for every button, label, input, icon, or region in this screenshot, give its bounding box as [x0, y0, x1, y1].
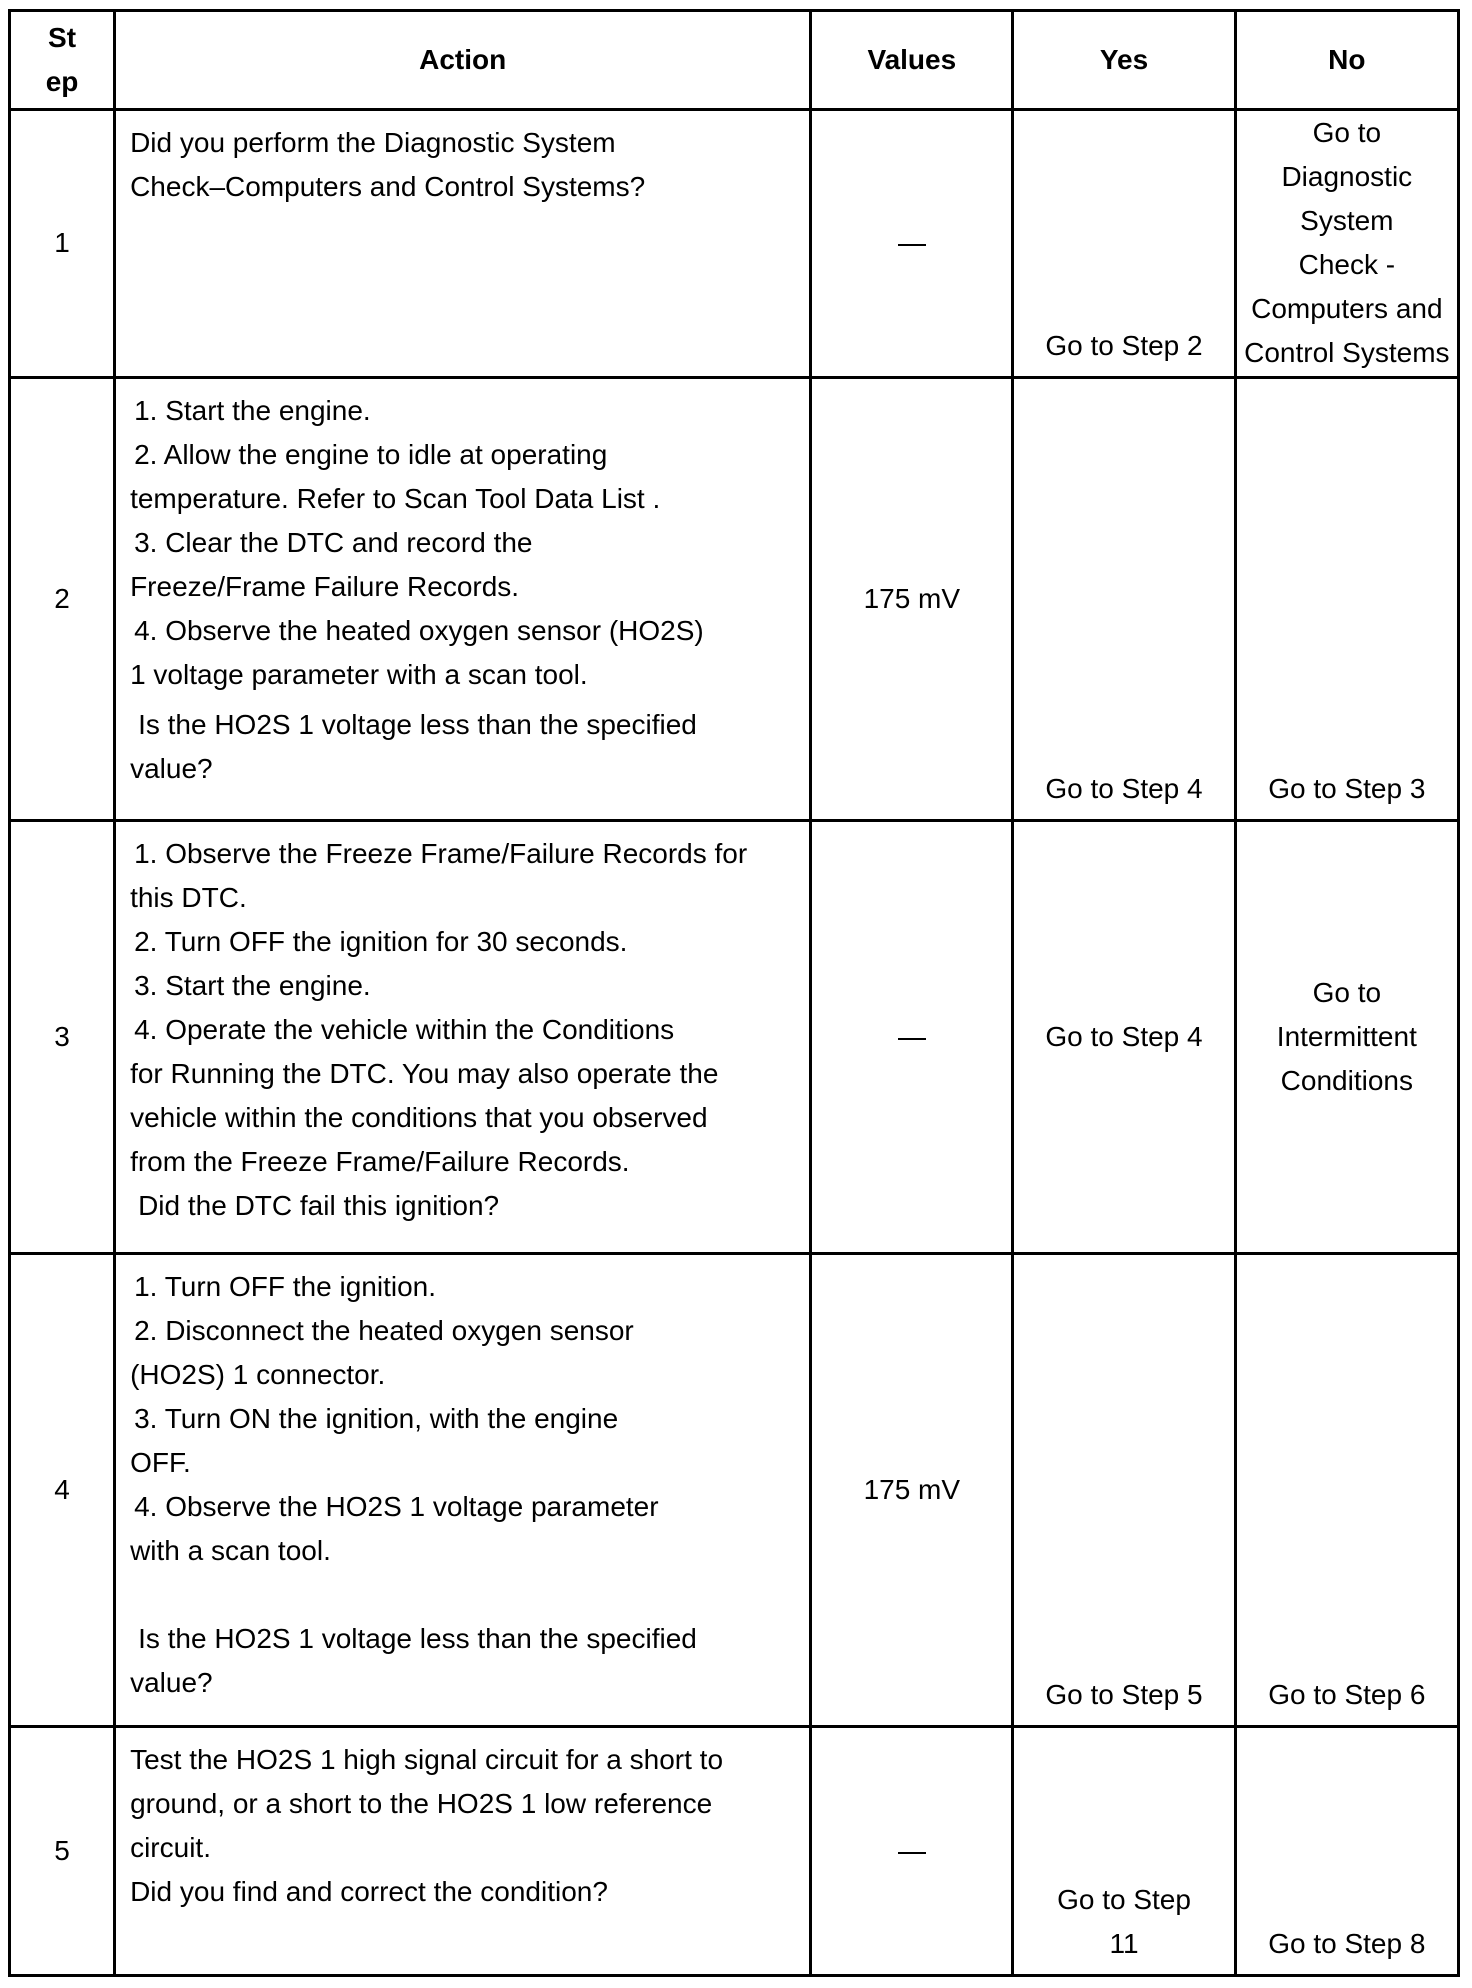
no-line: Diagnostic — [1281, 161, 1413, 193]
header-step-line1: St — [48, 22, 77, 53]
action-line: (HO2S) 1 connector. — [130, 1359, 386, 1391]
no-cell — [1235, 820, 1458, 1253]
action-question: Is the HO2S 1 voltage less than the specified — [138, 708, 697, 740]
table-row-step-4 — [10, 1254, 1459, 1727]
action-cell — [115, 1727, 811, 1976]
table-row-step-3 — [10, 820, 1459, 1253]
action-line: 2. Disconnect the heated oxygen sensor — [134, 1315, 634, 1347]
table-row-step-1 — [10, 110, 1459, 378]
table-header-row — [10, 11, 1459, 110]
no-cell — [1235, 110, 1458, 378]
no-line: Go to — [1312, 117, 1382, 149]
action-question: Did the DTC fail this ignition? — [138, 1189, 500, 1221]
action-line: from the Freeze Frame/Failure Records. — [130, 1145, 630, 1177]
action-cell — [115, 1254, 811, 1727]
action-line: 2. Turn OFF the ignition for 30 seconds. — [134, 925, 628, 957]
action-line: ground, or a short to the HO2S 1 low reference — [130, 1788, 713, 1820]
step-number: 4 — [10, 1254, 115, 1727]
no-line: Control Systems — [1244, 337, 1450, 369]
action-spacer — [130, 1573, 795, 1617]
value-dash — [898, 1038, 926, 1040]
action-line: for Running the DTC. You may also operate the — [130, 1057, 719, 1089]
action-line: 1. Turn OFF the ignition. — [134, 1271, 436, 1303]
no-cell — [1235, 1254, 1458, 1727]
action-question: value? — [130, 752, 213, 784]
no-cell — [1235, 1727, 1458, 1976]
no-line: Go to — [1312, 976, 1382, 1008]
no-cell — [1235, 377, 1458, 820]
action-question: Did you find and correct the condition? — [130, 1876, 608, 1908]
step-number: 1 — [10, 110, 115, 378]
action-line: temperature. Refer to Scan Tool Data List . — [130, 482, 661, 514]
no-line: Computers and — [1251, 293, 1443, 325]
action-line: Test the HO2S 1 high signal circuit for a short to — [130, 1744, 724, 1776]
action-line: with a scan tool. — [130, 1535, 331, 1567]
no-line: Check - — [1298, 249, 1396, 281]
action-question: value? — [130, 1667, 213, 1699]
action-line: Freeze/Frame Failure Records. — [130, 570, 520, 602]
no-line: System — [1300, 205, 1394, 237]
yes-link: Go to Step 5 — [1045, 1679, 1203, 1711]
action-line: Did you perform the Diagnostic System — [130, 127, 616, 158]
action-line: 1. Start the engine. — [134, 394, 371, 426]
no-line: Intermittent — [1276, 1020, 1417, 1052]
action-line: 3. Turn ON the ignition, with the engine — [134, 1403, 619, 1435]
no-link: Go to Step 6 — [1268, 1679, 1426, 1711]
value-cell — [811, 1727, 1013, 1976]
action-cell — [115, 377, 811, 820]
yes-line: Go to Step — [1057, 1884, 1191, 1915]
action-line: 4. Observe the HO2S 1 voltage parameter — [134, 1491, 659, 1523]
header-values: Values — [811, 11, 1013, 110]
no-link: Go to Step 8 — [1268, 1928, 1426, 1959]
header-yes: Yes — [1013, 11, 1235, 110]
action-line: 4. Operate the vehicle within the Conditions — [134, 1013, 675, 1045]
yes-cell: Go to Step 4 — [1013, 820, 1235, 1253]
action-line: Check–Computers and Control Systems? — [130, 171, 646, 202]
value-cell: 175 mV — [811, 377, 1013, 820]
yes-cell — [1013, 377, 1235, 820]
action-line: 1 voltage parameter with a scan tool. — [130, 658, 588, 690]
no-line: Conditions — [1280, 1064, 1413, 1096]
yes-link — [1014, 1878, 1233, 1966]
yes-line: 11 — [1109, 1928, 1139, 1959]
value-dash — [898, 244, 926, 246]
action-line: 4. Observe the heated oxygen sensor (HO2S) — [134, 614, 704, 646]
action-line: 3. Clear the DTC and record the — [134, 526, 533, 558]
action-line: 2. Allow the engine to idle at operating — [134, 438, 608, 470]
action-line: OFF. — [130, 1447, 191, 1479]
yes-cell — [1013, 1727, 1235, 1976]
diagnostic-table — [8, 9, 1460, 1977]
action-line: 1. Observe the Freeze Frame/Failure Records for — [134, 837, 748, 869]
header-step — [10, 11, 115, 110]
step-number: 3 — [10, 820, 115, 1253]
action-cell — [115, 820, 811, 1253]
action-line: circuit. — [130, 1832, 211, 1864]
no-link: Go to Step 3 — [1268, 772, 1426, 804]
value-cell — [811, 820, 1013, 1253]
table-row-step-5 — [10, 1727, 1459, 1976]
step-number: 2 — [10, 377, 115, 820]
action-line: 3. Start the engine. — [134, 969, 371, 1001]
yes-cell — [1013, 110, 1235, 378]
header-step-line2: ep — [45, 66, 79, 97]
yes-link: Go to Step 2 — [1045, 329, 1203, 361]
table-row-step-2 — [10, 377, 1459, 820]
value-cell: 175 mV — [811, 1254, 1013, 1727]
header-no: No — [1235, 11, 1458, 110]
step-number: 5 — [10, 1727, 115, 1976]
action-line: this DTC. — [130, 881, 247, 913]
action-line: vehicle within the conditions that you observed — [130, 1101, 708, 1133]
value-dash — [898, 1852, 926, 1854]
value-cell — [811, 110, 1013, 378]
yes-cell — [1013, 1254, 1235, 1727]
header-action: Action — [115, 11, 811, 110]
action-cell — [115, 110, 811, 378]
action-question: Is the HO2S 1 voltage less than the specified — [138, 1623, 697, 1655]
yes-link: Go to Step 4 — [1045, 772, 1203, 804]
